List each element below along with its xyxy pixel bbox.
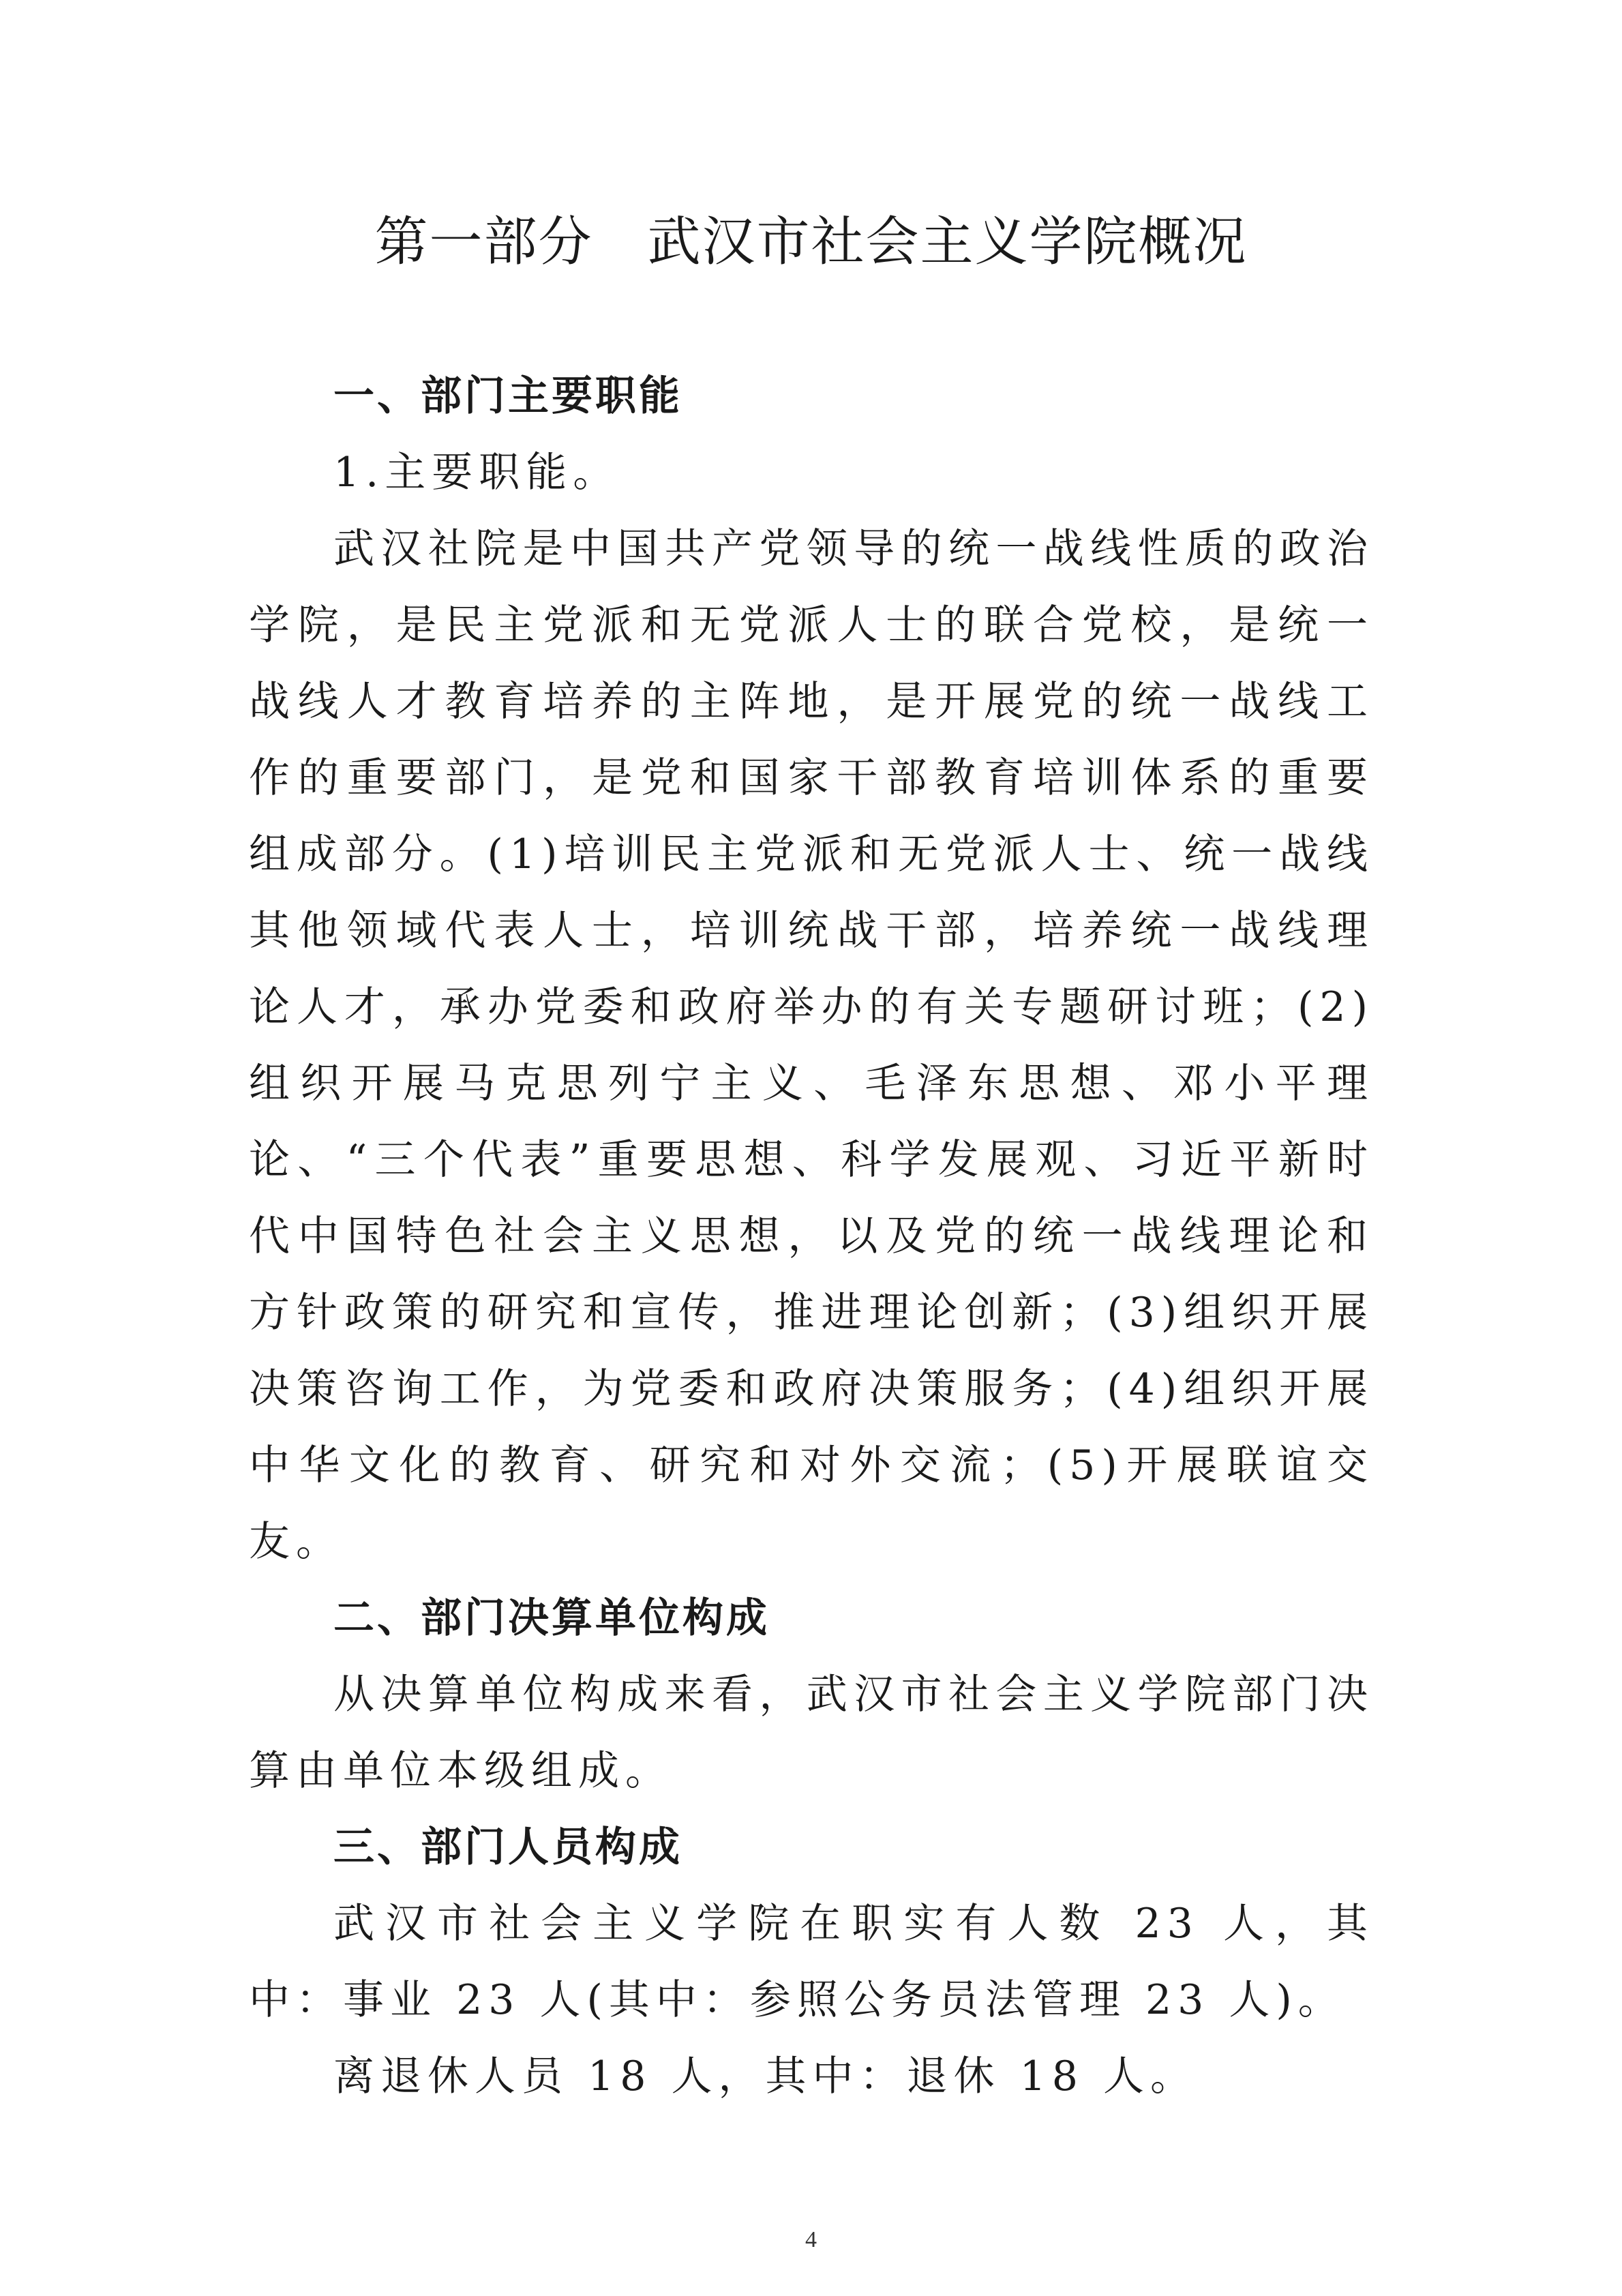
section-heading-functions: 一、部门主要职能: [333, 372, 682, 420]
paragraph-staff-retired: 离退休人员 18 人，其中：退休 18 人。: [333, 2053, 1197, 2100]
page-number: 4: [805, 2227, 817, 2252]
section-heading-staff: 三、部门人员构成: [333, 1823, 682, 1871]
paragraph-units: 从决算单位构成来看，武汉市社会主义学院部门决算由单位本级组成。: [249, 1671, 1374, 1795]
page-title: 第一部分 武汉市社会主义学院概况: [374, 211, 1248, 273]
paragraph-staff-active: 武汉市社会主义学院在职实有人数 23 人，其中：事业 23 人(其中：参照公务员法管理 23 人)。: [249, 1900, 1374, 2024]
paragraph-functions: 武汉社院是中国共产党领导的统一战线性质的政治学院，是民主党派和无党派人士的联合党校，是统一战线人才教育培养的主阵地，是开展党的统一战线工作的重要部门，是党和国家干部教育培训体系的重要组成部分。(1)培训民主党派和无党派人士、统一战线其他领域代表人士，培训统战干部，培养统一战线理论人才，承办党委和政府举办的有关专题研讨班；(2)组织开展马克思列宁主义、毛泽东思想、邓小平理论、“三个代表”重要思想、科学发展观、习近平新时代中国特色社会主义思想，以及党的统一战线理论和方针政策的研究和宣传，推进理论创新；(3)组织开展决策咨询工作，为党委和政府决策服务；(4)组织开展中华文化的教育、研究和对外交流；(5)开展联谊交友。: [249, 525, 1374, 1566]
document-body: [249, 358, 1374, 2115]
section-heading-units: 二、部门决算单位构成: [333, 1594, 770, 1642]
subsection-label-main-functions: 1.主要职能。: [333, 449, 620, 496]
